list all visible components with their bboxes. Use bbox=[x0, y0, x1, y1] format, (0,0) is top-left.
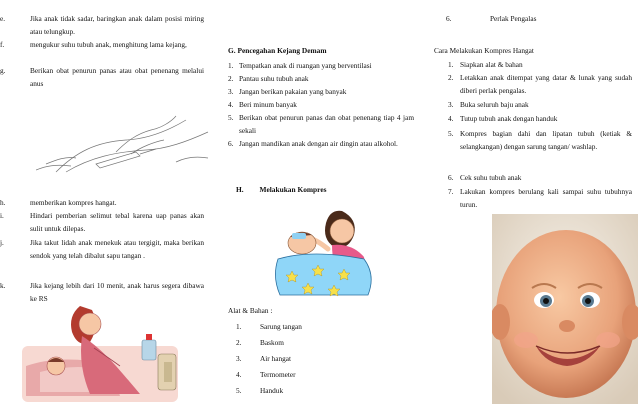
list-item: e. Jika anak tidak sadar, baringkan anak dalam posisi miring atau telungkup. bbox=[0, 14, 204, 36]
list-item: 7. Lakukan kompres berulang kali sampai suhu tubuhnya turun. bbox=[448, 187, 632, 209]
list-item: 6. Cek suhu tubuh anak bbox=[448, 173, 522, 182]
list-item: 1. Siapkan alat & bahan bbox=[448, 60, 523, 69]
list-item: 6. Perlak Pengalas bbox=[446, 14, 537, 23]
list-item: 3. Air hangat bbox=[236, 354, 292, 363]
rectal-medicine-illustration bbox=[36, 112, 212, 174]
list-item: i. Hindari pemberian selimut tebal karena uap panas akan sulit untuk dilepas. bbox=[0, 211, 204, 233]
list-item: j. Jika takut lidah anak menekuk atau tergigit, maka berikan sendok yang telah dibalut sapu tangan . bbox=[0, 238, 204, 260]
compress-cartoon bbox=[272, 205, 382, 301]
list-item: k. Jika kejang lebih dari 10 menit, anak harus segera dibawa ke RS bbox=[0, 281, 204, 303]
list-item: f. mengukur suhu tubuh anak, menghitung lama kejang, bbox=[0, 40, 187, 49]
list-item: 5. Kompres bagian dahi dan lipatan tubuh (ketiak & selangkangan) dengan sarung tangan/ washlap. bbox=[448, 129, 632, 151]
list-item: 6. Jangan mandikan anak dengan air dingin atau alkohol. bbox=[228, 139, 398, 148]
list-item: 2. Letakkan anak ditempat yang datar & lunak yang sudah diberi perlak pengalas. bbox=[448, 73, 632, 95]
tools-title: Alat & Bahan : bbox=[228, 306, 273, 315]
section-heading-h: H. Melakukan Kompres bbox=[236, 185, 327, 194]
list-item: h. memberikan kompres hangat. bbox=[0, 198, 117, 207]
section-heading-g: G. Pencegahan Kejang Demam bbox=[228, 46, 327, 55]
list-item: 4. Termometer bbox=[236, 370, 296, 379]
method-title: Cara Melakukan Kompres Hangat bbox=[434, 46, 534, 55]
list-item: 1. Tempatkan anak di ruangan yang berventilasi bbox=[228, 61, 372, 70]
baby-photo bbox=[492, 214, 638, 404]
list-item: 1. Sarung tangan bbox=[236, 322, 302, 331]
list-item: 2. Pantau suhu tubuh anak bbox=[228, 74, 309, 83]
list-item: 5. Handuk bbox=[236, 386, 284, 395]
list-item: 4. Beri minum banyak bbox=[228, 100, 297, 109]
list-item: 3. Jangan berikan pakaian yang banyak bbox=[228, 87, 347, 96]
list-item: 5. Berikan obat penurun panas dan obat penenang tiap 4 jam sekali bbox=[228, 113, 414, 135]
list-item: 3. Buka seluruh baju anak bbox=[448, 100, 529, 109]
mother-child-cartoon bbox=[20, 296, 180, 404]
list-item: 4. Tutup tubuh anak dengan handuk bbox=[448, 114, 558, 123]
list-item: g. Berikan obat penurun panas atau obat penenang melalui anus bbox=[0, 66, 204, 88]
list-item: 2. Baskom bbox=[236, 338, 284, 347]
